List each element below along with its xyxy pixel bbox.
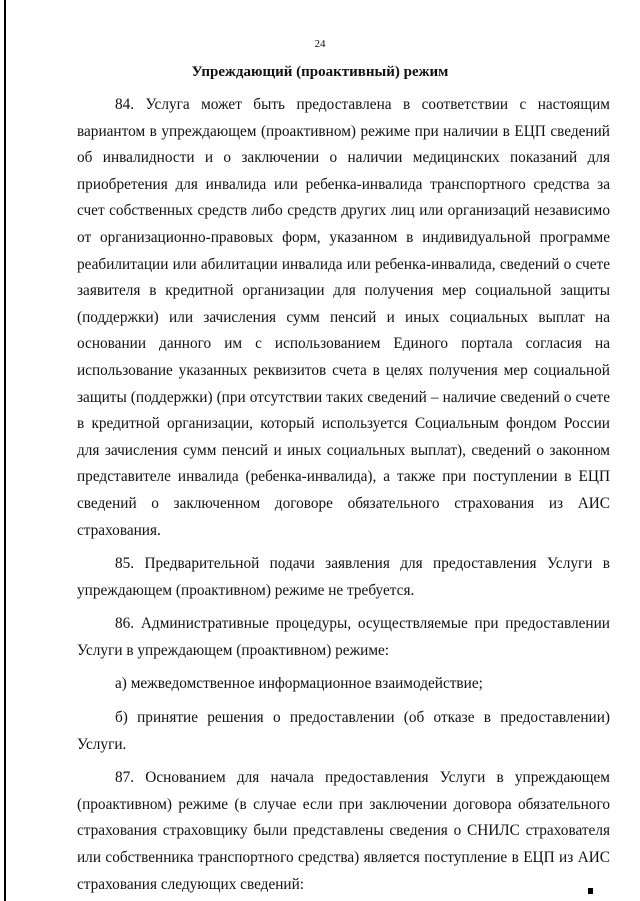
scan-mark xyxy=(588,888,593,894)
paragraph-85: 85. Предварительной подачи заявления для предоставления Услуги в упреждающем (проактивном) режиме не требуется. xyxy=(77,555,610,599)
paragraph-84: 84. Услуга может быть предоставлена в соответствии с настоящим вариантом в упреждающем (проактивном) режиме при наличии в ЕЦП сведений об инвалидности и о заключении о наличии медицинских показаний для приобретения для инвалида или ребенка-инвалида транспортного средства за счет собственных средств либо средств других лиц или организаций независимо от организационно-правовых форм, указанном в индивидуальной программе реабилитации или абилитации инвалида или ребенка-инвалида, сведений о счете заявителя в кредитной организации для получения мер социальной защиты (поддержки) или зачисления сумм пенсий и иных социальных выплат на основании данного им с использованием Единого портала согласия на использование указанных реквизитов счета в целях получения мер социальной защиты (поддержки) (при отсутствии таких сведений – наличие сведений о счете в кредитной организации, который используется Социальным фондом России для зачисления сумм пенсий и иных социальных выплат), сведений о законном представителе инвалида (ребенка-инвалида), а также при поступлении в ЕЦП сведений о заключенном договоре обязательного страхования из АИС страхования. xyxy=(77,96,610,539)
paragraph-87: 87. Основанием для начала предоставления Услуги в упреждающем (проактивном) режиме (в случае если при заключении договора обязательного страхования страховщику были представлены сведения о СНИЛС страхователя или собственника транспортного средства) является поступление в ЕЦП из АИС страхования следующих сведений: xyxy=(77,769,610,893)
list-item-b: б) принятие решения о предоставлении (об отказе в предоставлении) Услуги. xyxy=(77,709,610,753)
page-number: 24 xyxy=(314,38,326,50)
paragraph-86: 86. Административные процедуры, осуществляемые при предоставлении Услуги в упреждающем (проактивном) режиме: xyxy=(77,615,610,659)
list-item-a: а) межведомственное информационное взаимодействие; xyxy=(115,675,483,693)
document-body xyxy=(77,92,610,898)
section-heading: Упреждающий (проактивный) режим xyxy=(191,64,449,80)
scan-edge-line xyxy=(4,0,6,901)
